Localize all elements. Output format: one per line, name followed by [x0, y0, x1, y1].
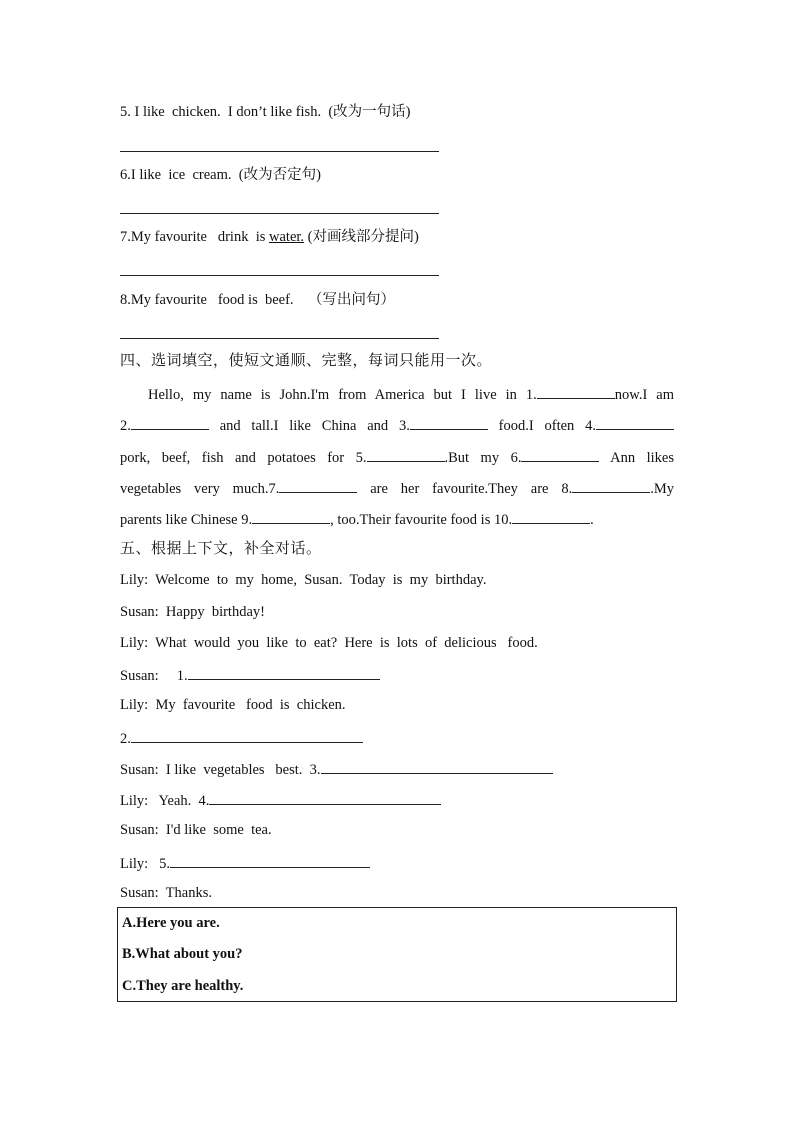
cloze-text: are her favourite.They are 8.	[357, 481, 573, 497]
answer-line-7[interactable]	[120, 275, 439, 276]
dialogue-line-2: Susan: Happy birthday!	[120, 604, 265, 620]
dialogue-line-8	[120, 790, 441, 810]
dialogue-text: Susan: 1.	[120, 668, 188, 684]
dialogue-line-5: Lily: My favourite food is chicken.	[120, 697, 346, 713]
question-7-underlined-word: water.	[269, 229, 305, 245]
cloze-text: pork, beef, fish and potatoes for 5.	[120, 450, 367, 466]
blank-6[interactable]	[521, 447, 599, 462]
dialogue-blank-5[interactable]	[170, 853, 370, 868]
cloze-text: 2.	[120, 418, 131, 434]
question-7-text: 7.My favourite drink is	[120, 229, 270, 245]
cloze-text: , too.Their favourite food is 10.	[330, 512, 513, 528]
cloze-line-2	[120, 415, 674, 435]
dialogue-line-3: Lily: What would you like to eat? Here is lots of delicious food.	[120, 635, 538, 651]
dialogue-blank-1[interactable]	[188, 665, 380, 680]
answer-line-5[interactable]	[120, 151, 439, 152]
answer-line-6[interactable]	[120, 213, 439, 214]
cloze-text: food.I often 4.	[487, 418, 596, 434]
question-7-instruction: (对画线部分提问)	[304, 229, 419, 245]
section-5-heading: 五、根据上下文，补全对话。	[120, 541, 322, 557]
dialogue-text: 2.	[120, 731, 131, 747]
dialogue-text: Susan: I like vegetables best. 3.	[120, 762, 321, 778]
blank-4[interactable]	[596, 415, 674, 430]
dialogue-line-1: Lily: Welcome to my home, Susan. Today is my birthday.	[120, 572, 487, 588]
dialogue-blank-4[interactable]	[209, 790, 441, 805]
dialogue-line-11: Susan: Thanks.	[120, 885, 212, 901]
dialogue-line-10	[120, 853, 370, 873]
cloze-line-4	[120, 478, 674, 498]
blank-9[interactable]	[252, 509, 330, 524]
dialogue-line-9: Susan: I'd like some tea.	[120, 822, 272, 838]
dialogue-line-6	[120, 728, 363, 748]
cloze-line-5	[120, 509, 674, 529]
cloze-text: Ann likes	[599, 450, 675, 466]
dialogue-blank-2[interactable]	[131, 728, 363, 743]
blank-2[interactable]	[131, 415, 209, 430]
blank-8[interactable]	[572, 478, 650, 493]
blank-1[interactable]	[537, 384, 615, 399]
cloze-text: .But my 6.	[444, 450, 522, 466]
question-5: 5. I like chicken. I don’t like fish. (改为一句话)	[120, 104, 411, 120]
blank-10[interactable]	[512, 509, 590, 524]
blank-5[interactable]	[367, 447, 445, 462]
cloze-text: now.I am	[614, 387, 674, 403]
option-c: C.They are healthy.	[122, 978, 244, 994]
option-a: A.Here you are.	[122, 915, 220, 931]
cloze-text: .My	[650, 481, 675, 497]
blank-7[interactable]	[279, 478, 357, 493]
dialogue-text: Lily: 5.	[120, 856, 170, 872]
option-b: B.What about you?	[122, 946, 243, 962]
cloze-line-1	[120, 384, 674, 404]
section-4-heading: 四、选词填空，使短文通顺、完整，每词只能用一次。	[120, 353, 493, 369]
dialogue-text: Lily: Yeah. 4.	[120, 793, 210, 809]
answer-line-8[interactable]	[120, 338, 439, 339]
cloze-text: vegetables very much.7.	[120, 481, 280, 497]
options-box	[117, 907, 677, 1002]
dialogue-blank-3[interactable]	[321, 759, 553, 774]
dialogue-line-7	[120, 759, 553, 779]
question-6: 6.I like ice cream. (改为否定句)	[120, 167, 321, 183]
blank-3[interactable]	[410, 415, 488, 430]
cloze-text: parents like Chinese 9.	[120, 512, 253, 528]
cloze-text: .	[590, 512, 594, 528]
dialogue-line-4	[120, 665, 380, 685]
cloze-line-3	[120, 447, 674, 467]
cloze-text: and tall.I like China and 3.	[208, 418, 410, 434]
cloze-text: Hello, my name is John.I'm from America but I live in 1.	[148, 387, 537, 403]
question-7	[120, 228, 419, 246]
question-8: 8.My favourite food is beef. （写出问句）	[120, 292, 396, 308]
